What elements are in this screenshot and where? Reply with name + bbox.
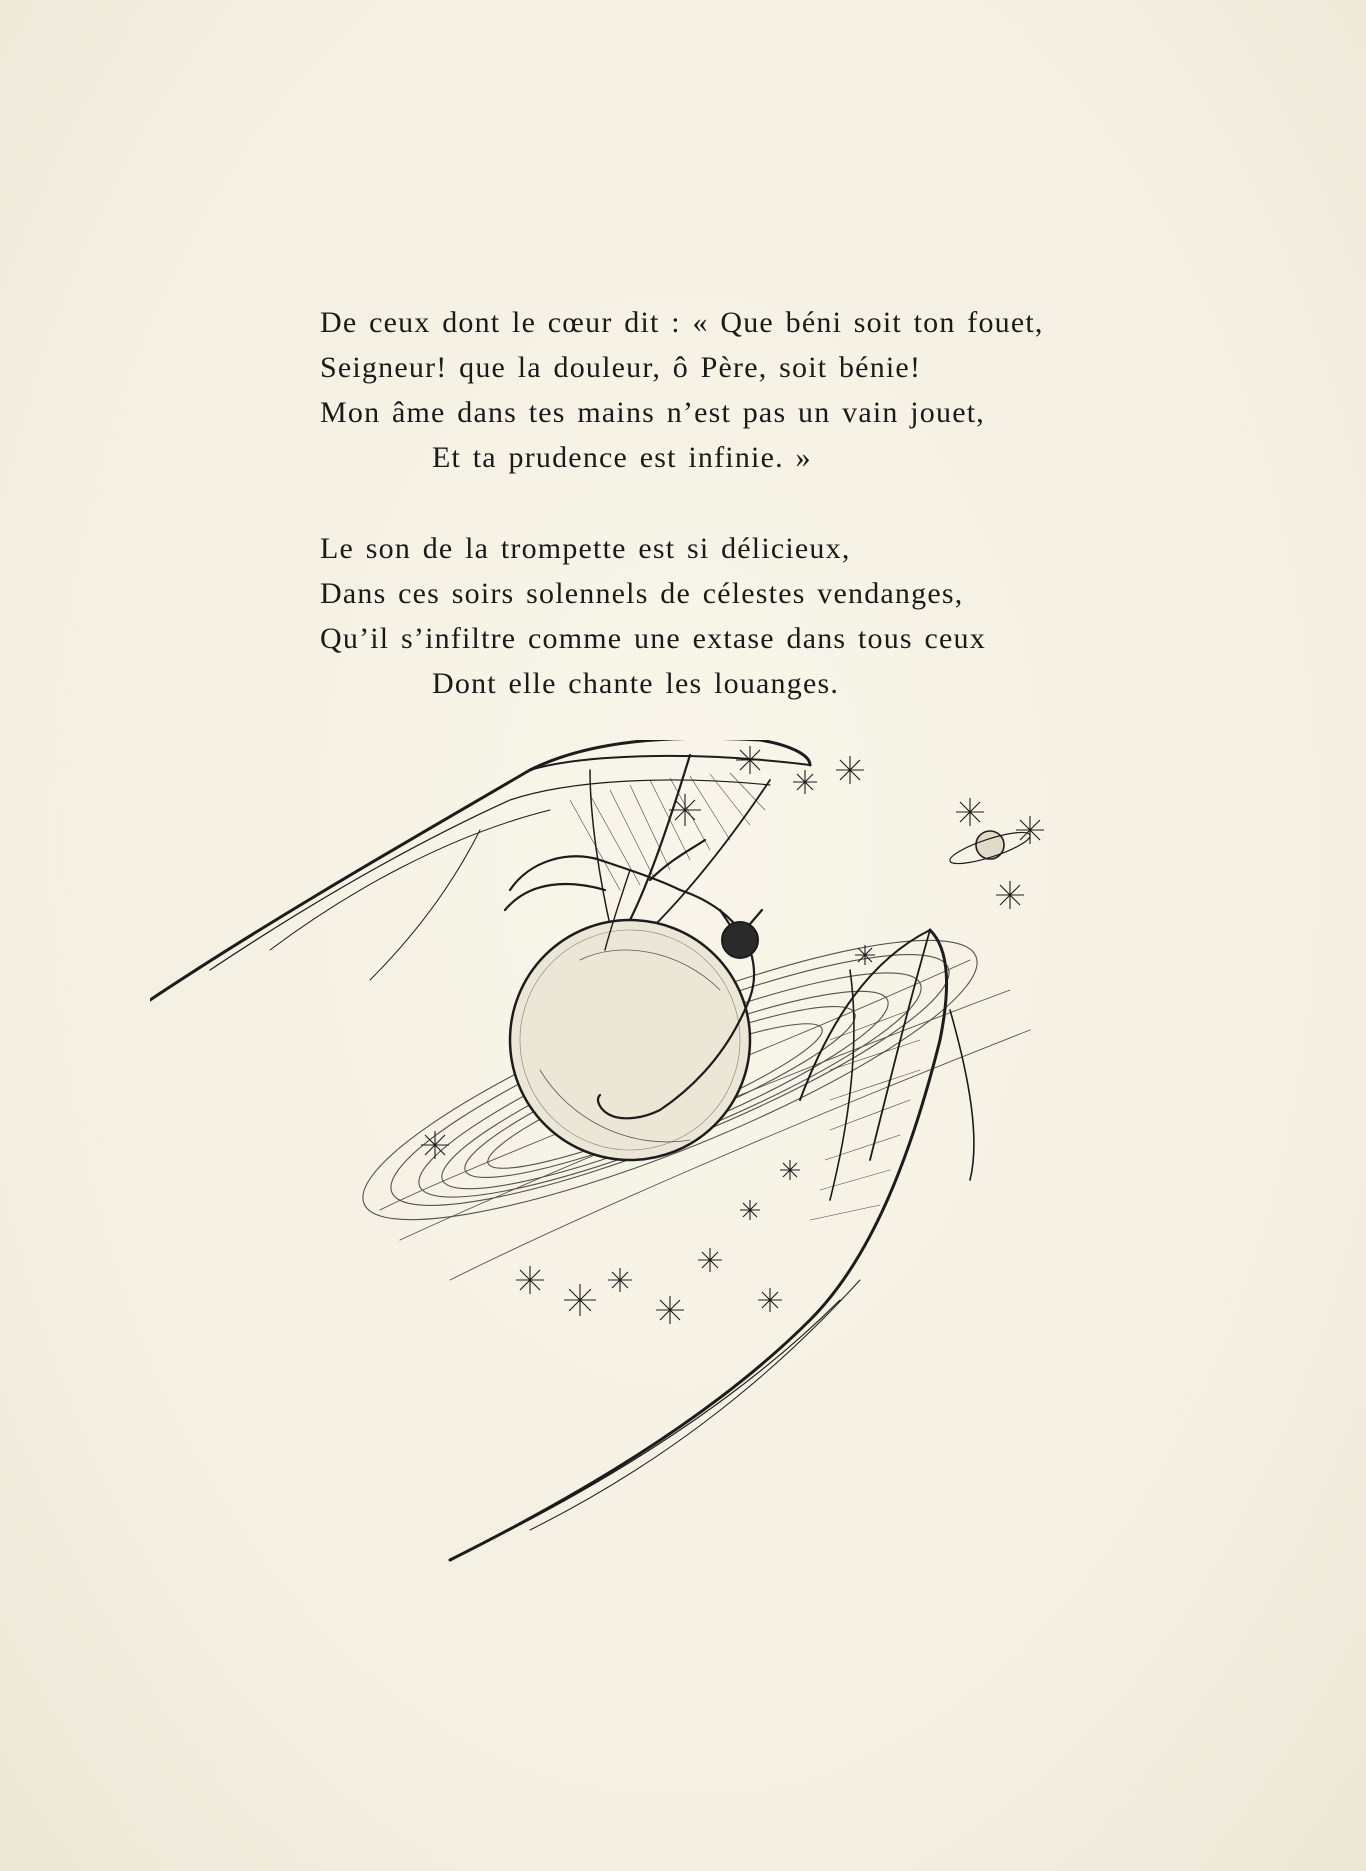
poem-line: Seigneur! que la douleur, ô Père, soit bénie! [320,351,922,384]
stanza-1 [320,300,1220,480]
poem-text [320,300,1220,752]
demon-globe-illustration [150,740,1180,1570]
poem-line: Dont elle chante les louanges. [432,667,840,700]
poem-line: Qu’il s’infiltre comme une extase dans tous ceux [320,622,986,655]
poem-line: Dans ces soirs solennels de célestes vendanges, [320,577,964,610]
stanza-2 [320,526,1220,706]
poem-line: Et ta prudence est infinie. » [432,441,812,474]
poem-line: Le son de la trompette est si délicieux, [320,532,851,565]
poem-line: De ceux dont le cœur dit : « Que béni soit ton fouet, [320,306,1044,339]
globe-icon [510,920,750,1160]
poem-line: Mon âme dans tes mains n’est pas un vain jouet, [320,396,985,429]
planet-icon [947,826,1032,869]
